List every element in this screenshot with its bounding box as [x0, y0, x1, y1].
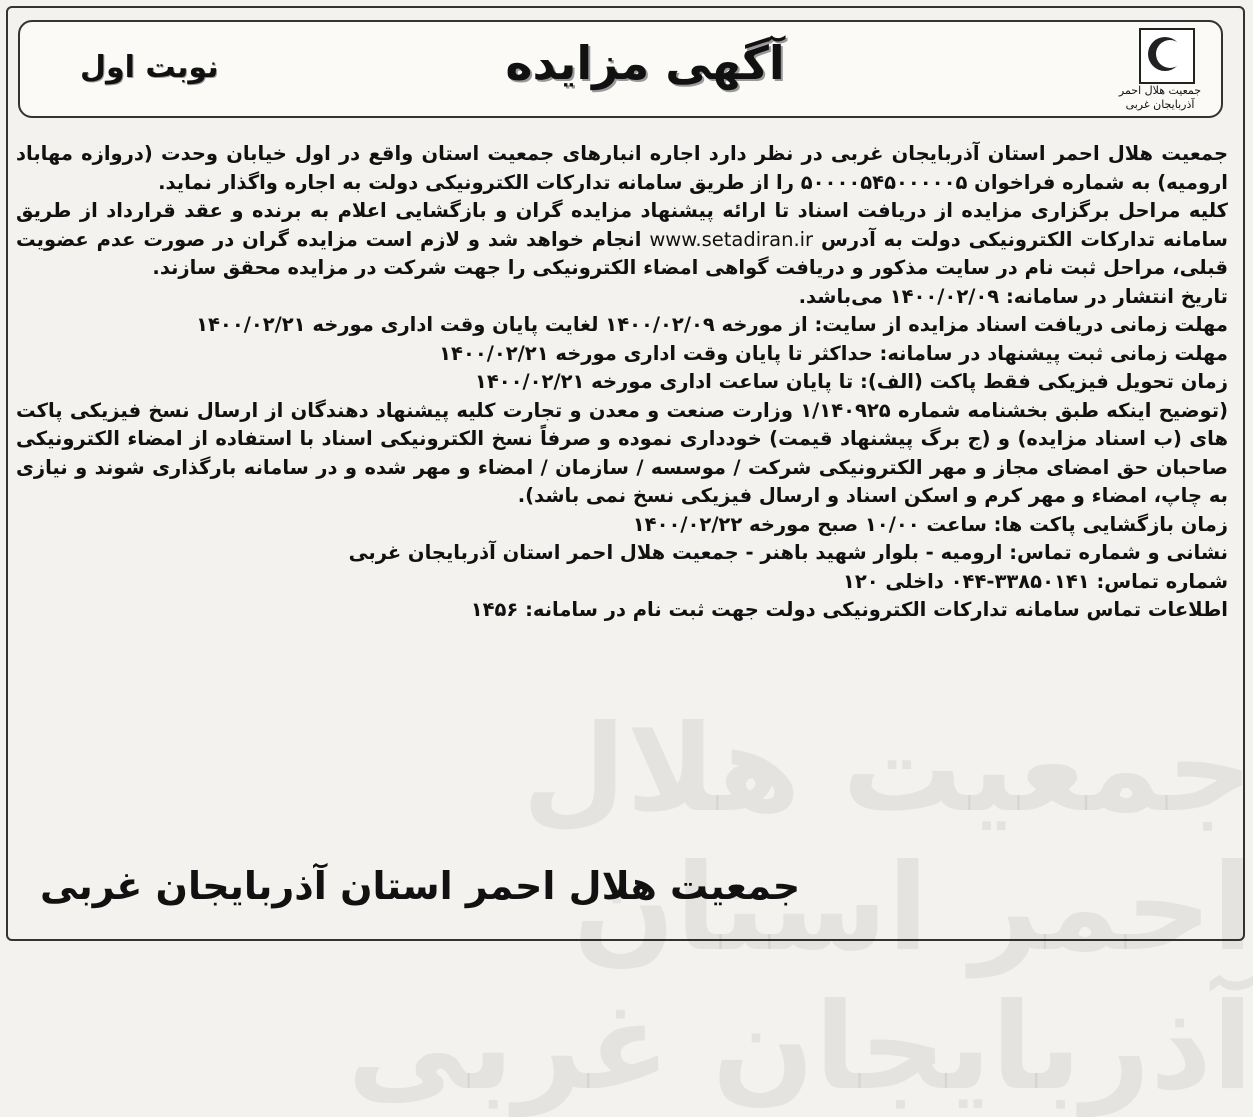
logo-caption-line2: آذربایجان غربی: [1125, 98, 1195, 111]
footer-signature: جمعیت هلال احمر استان آذربایجان غربی: [40, 864, 801, 908]
page-title: آگهی مزایده: [505, 36, 785, 90]
setad-contact: اطلاعات تماس سامانه تدارکات الکترونیکی دولت جهت ثبت نام در سامانه: ۱۴۵۶: [470, 598, 1228, 621]
explanation-paragraph: (توضیح اینکه طبق بخشنامه شماره ۱/۱۴۰۹۲۵ وزارت صنعت و معدن و تجارت کلیه پیشنهاد دهندگان از ارسال نسخ فیزیکی پاکت های (ب اسناد مزایده) و (ج برگ پیشنهاد قیمت) خودداری نموده و صرفاً نسخ الکترونیکی اسناد با استفاده از امضاء الکترونیکی صاحبان حق امضای مجاز و مهر الکترونیکی شرکت / موسسه / سازمان / امضاء و مهر شده و در سامانه بارگذاری شوند و نیازی به چاپ، امضاء و مهر کرم و اسکن اسناد و ارسال فیزیکی نسخ نمی باشد).: [16, 398, 1228, 507]
logo-caption-line1: جمعیت هلال احمر: [1118, 84, 1202, 97]
opening-time: زمان بازگشایی پاکت ها: ساعت ۱۰/۰۰ صبح مورخه ۱۴۰۰/۰۲/۲۲: [632, 512, 1228, 536]
notice-header: [18, 20, 1223, 118]
delivery-time: زمان تحویل فیزیکی فقط پاکت (الف): تا پایان ساعت اداری مورخه ۱۴۰۰/۰۲/۲۱: [474, 370, 1228, 393]
setad-url-link[interactable]: www.setadiran.ir: [649, 227, 814, 251]
intro-paragraph: جمعیت هلال احمر استان آذربایجان غربی در نظر دارد اجاره انبارهای جمعیت استان واقع در اول خیابان وحدت (دروازه مهاباد ارومیه) به شماره فراخوان ۵۰۰۰۰۵۴۵۰۰۰۰۰۵ را از طریق سامانه تدارکات الکترونیکی دولت به اجاره واگذار نماید.: [16, 142, 1228, 194]
doc-deadline: مهلت زمانی دریافت اسناد مزایده از سایت: از مورخه ۱۴۰۰/۰۲/۰۹ لغایت پایان وقت اداری مورخه ۱۴۰۰/۰۲/۲۱: [196, 313, 1228, 336]
round-label: نوبت اول: [80, 50, 219, 85]
publish-date: تاریخ انتشار در سامانه: ۱۴۰۰/۰۲/۰۹ می‌باشد.: [798, 284, 1228, 308]
process-text-after: انجام خواهد شد و لازم است مزایده گران در صورت عدم عضویت قبلی، مراحل ثبت نام در سایت مذکور و دریافت گواهی امضاء الکترونیکی را جهت شرکت در مزایده محقق سازند.: [16, 227, 1228, 279]
process-paragraph: [16, 197, 1228, 283]
process-text-before: کلیه مراحل برگزاری مزایده از دریافت اسناد تا ارائه پیشنهاد مزایده گران و بازگشایی اعلام به برنده و عقد قرارداد از طریق سامانه تدارکات الکترونیکی دولت به آدرس: [16, 199, 1228, 251]
contact-address: نشانی و شماره تماس: ارومیه - بلوار شهید باهنر - جمعیت هلال احمر استان آذربایجان غربی: [348, 541, 1228, 564]
red-crescent-logo-icon: [1139, 28, 1195, 84]
contact-phone: شماره تماس: ۳۳۸۵۰۱۴۱-۰۴۴ داخلی ۱۲۰: [842, 569, 1228, 593]
bid-deadline: مهلت زمانی ثبت پیشنهاد در سامانه: حداکثر تا پایان وقت اداری مورخه ۱۴۰۰/۰۲/۲۱: [439, 341, 1228, 365]
watermark-text: جمعیت هلال احمر استان آذربایجان غربی: [347, 700, 1253, 1117]
notice-body: [16, 140, 1228, 625]
logo-caption: [1105, 84, 1215, 112]
